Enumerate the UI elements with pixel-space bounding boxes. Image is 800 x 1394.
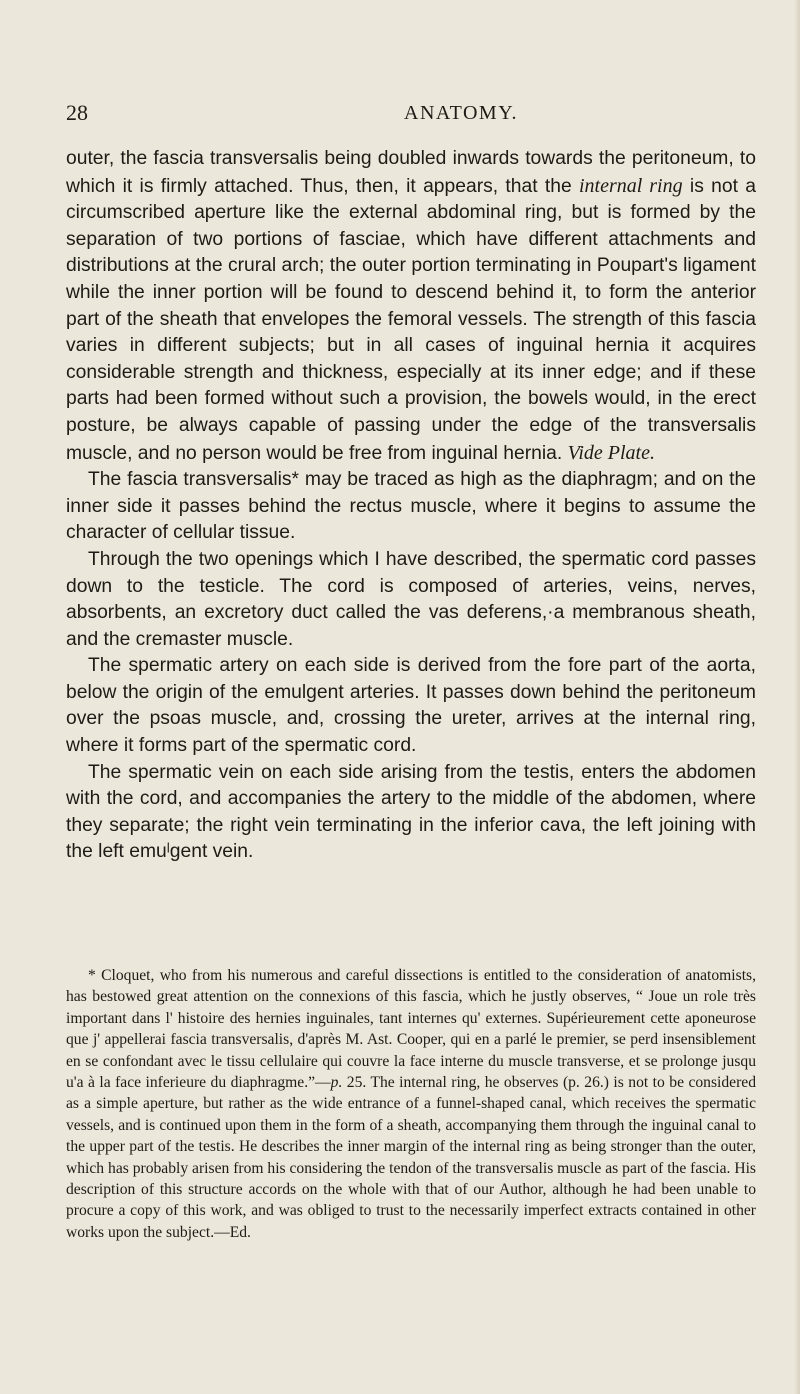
page-edge-shadow xyxy=(794,0,800,1394)
paragraph-1-text-a: outer, the fascia transversalis being doubled inwards towards the peritoneum, to which it is firmly attached. Thus, then, it appears, that the xyxy=(66,148,756,197)
paragraph-3: Through the two openings which I have described, the spermatic cord passes down to the testicle. The cord is composed of arteries, veins, nerves, absorbents, an excretory duct called the vas deferens,·a membranous sheath, and the cremaster muscle. xyxy=(66,548,756,650)
footnote-page-abbrev: p. xyxy=(330,1074,343,1092)
running-title: ANATOMY. xyxy=(404,102,519,124)
paragraph-1 xyxy=(66,146,756,467)
body-text xyxy=(66,146,756,866)
footnote-text-b: 25. The internal ring, he observes (p. 26.) is not to be considered as a simple aperture, but rather as the wide entrance of a funnel-shaped canal, which receives the spermatic vessels, and is continued upon them in the form of a sheath, accompanying them through the inguinal canal to the upper part of the testis. He describes the inner margin of the internal ring as being stronger than the outer, which has probably arisen from his considering the tendon of the transversalis muscle as part of the fascia. His description of this structure accords on the whole with that of our Author, although he had been unable to procure a copy of this work, and was obliged to trust to the necessarily imperfect extracts contained in other works upon the subject.—Ed. xyxy=(66,1074,756,1241)
internal-ring-term: internal ring xyxy=(579,174,683,197)
page-number: 28 xyxy=(66,100,88,125)
paragraph-4: The spermatic artery on each side is derived from the fore part of the aorta, below the origin of the emulgent arteries. It passes down behind the peritoneum over the psoas muscle, and, crossing the ureter, arrives at the internal ring, where it forms part of the spermatic cord. xyxy=(66,655,756,757)
footnote-text-a: * Cloquet, who from his numerous and careful dissections is entitled to the consideration of anatomists, has bestowed great attention on the connexions of this fascia, which he justly observes, “ Joue un role très important dans l' histoire des hernies inguinales, tant internes qu' externes. Supérieurement cette aponeurose que j' appellerai fascia transversalis, d'après M. Ast. Cooper, qui en a parlé le premier, se perd insensiblement en se confondant avec le tissu cellulaire qui couvre la face interne du muscle transverse, et se prolonge jusqu u'a à la face inferieure du diaphragme.”— xyxy=(66,967,756,1092)
footnote xyxy=(66,965,756,1243)
page-header xyxy=(66,100,756,136)
vide-plate-reference: Vide Plate. xyxy=(567,441,655,464)
paragraph-2: The fascia transversalis* may be traced as high as the diaphragm; and on the inner side it passes behind the rectus muscle, where it begins to assume the character of cellular tissue. xyxy=(66,469,756,544)
paragraph-1-text-b: is not a circumscribed aperture like the external abdominal ring, but is formed by the separation of two portions of fasciae, which have different attachments and distributions at the crural arch; the outer portion terminating in Poupart's ligament while the inner portion will be found to descend behind it, to form the anterior part of the sheath that envelopes the femoral vessels. The strength of this fascia varies in different subjects; but in all cases of inguinal hernia it acquires considerable strength and thickness, especially at its inner edge; and if these parts had been formed without such a provision, the bowels would, in the erect posture, be always capable of passing under the edge of the transversalis muscle, and no person would be free from inguinal hernia. xyxy=(66,175,756,464)
footnote-paragraph xyxy=(66,965,756,1243)
paragraph-5: The spermatic vein on each side arising from the testis, enters the abdomen with the cord, and accompanies the artery to the middle of the abdomen, where they separate; the right vein terminating in the inferior cava, the left joining with the left emuˡgent vein. xyxy=(66,761,756,863)
